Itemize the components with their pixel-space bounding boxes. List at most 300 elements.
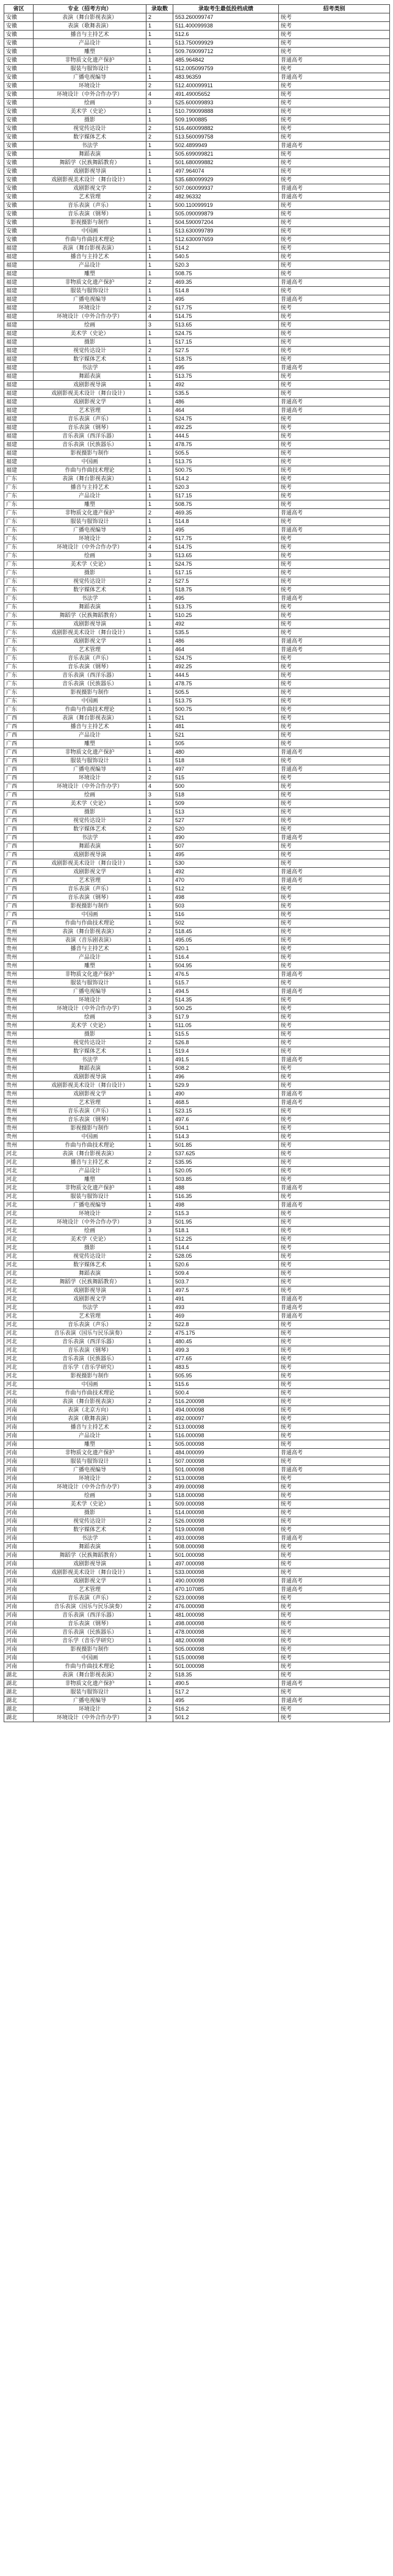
cell-exam-category: 普通高考 bbox=[279, 1577, 390, 1586]
table-row bbox=[4, 560, 390, 569]
cell-province: 广东 bbox=[4, 569, 34, 577]
table-row bbox=[4, 671, 390, 680]
cell-min-score: 503.7 bbox=[173, 1278, 279, 1286]
cell-min-score: 505.5 bbox=[173, 688, 279, 697]
cell-exam-category: 统考 bbox=[279, 552, 390, 560]
cell-exam-category: 普通高考 bbox=[279, 1697, 390, 1705]
cell-exam-category: 统考 bbox=[279, 99, 390, 107]
cell-exam-category: 统考 bbox=[279, 31, 390, 39]
cell-min-score: 505.000098 bbox=[173, 1645, 279, 1654]
cell-exam-category: 统考 bbox=[279, 1380, 390, 1389]
cell-admitted-count: 1 bbox=[146, 492, 173, 500]
cell-province: 安徽 bbox=[4, 236, 34, 244]
cell-admitted-count: 1 bbox=[146, 458, 173, 466]
table-row bbox=[4, 1355, 390, 1363]
cell-min-score: 495 bbox=[173, 851, 279, 859]
cell-province: 河北 bbox=[4, 1261, 34, 1269]
cell-min-score: 495 bbox=[173, 295, 279, 304]
cell-major: 音乐表演（声乐） bbox=[34, 654, 146, 663]
cell-min-score: 492.000097 bbox=[173, 1415, 279, 1423]
cell-admitted-count: 1 bbox=[146, 731, 173, 740]
cell-exam-category: 普通高考 bbox=[279, 142, 390, 150]
cell-exam-category: 统考 bbox=[279, 1500, 390, 1509]
table-body bbox=[4, 13, 390, 1722]
cell-admitted-count: 1 bbox=[146, 1432, 173, 1440]
table-row bbox=[4, 1526, 390, 1534]
cell-exam-category: 统考 bbox=[279, 1714, 390, 1722]
cell-exam-category: 统考 bbox=[279, 441, 390, 449]
cell-min-score: 478.000098 bbox=[173, 1628, 279, 1637]
cell-exam-category: 统考 bbox=[279, 936, 390, 945]
cell-admitted-count: 1 bbox=[146, 654, 173, 663]
table-row bbox=[4, 1380, 390, 1389]
cell-major: 绘画 bbox=[34, 1227, 146, 1235]
cell-exam-category: 统考 bbox=[279, 1551, 390, 1560]
cell-exam-category: 普通高考 bbox=[279, 1534, 390, 1543]
cell-exam-category: 统考 bbox=[279, 1568, 390, 1577]
cell-major: 音乐表演（西洋乐器） bbox=[34, 1611, 146, 1620]
cell-min-score: 515.7 bbox=[173, 979, 279, 987]
cell-exam-category: 统考 bbox=[279, 1022, 390, 1030]
cell-min-score: 514.2 bbox=[173, 475, 279, 483]
cell-major: 表演（音乐剧表演） bbox=[34, 936, 146, 945]
cell-min-score: 470 bbox=[173, 876, 279, 885]
cell-exam-category: 统考 bbox=[279, 577, 390, 586]
cell-province: 河北 bbox=[4, 1210, 34, 1218]
cell-major: 非物质文化遗产保护 bbox=[34, 509, 146, 518]
cell-major: 产品设计 bbox=[34, 731, 146, 740]
table-row bbox=[4, 1372, 390, 1380]
table-row bbox=[4, 167, 390, 176]
cell-min-score: 514.75 bbox=[173, 312, 279, 321]
cell-admitted-count: 1 bbox=[146, 1380, 173, 1389]
cell-min-score: 495 bbox=[173, 594, 279, 603]
cell-exam-category: 统考 bbox=[279, 842, 390, 851]
cell-major: 书法学 bbox=[34, 594, 146, 603]
cell-province: 福建 bbox=[4, 449, 34, 458]
cell-major: 服装与服饰设计 bbox=[34, 287, 146, 295]
cell-province: 贵州 bbox=[4, 1141, 34, 1150]
cell-min-score: 524.75 bbox=[173, 654, 279, 663]
cell-province: 广西 bbox=[4, 782, 34, 791]
cell-admitted-count: 1 bbox=[146, 1064, 173, 1073]
table-row bbox=[4, 1603, 390, 1611]
cell-exam-category: 普通高考 bbox=[279, 1679, 390, 1688]
cell-major: 表演（歌舞表演） bbox=[34, 1415, 146, 1423]
cell-province: 河南 bbox=[4, 1577, 34, 1586]
cell-admitted-count: 4 bbox=[146, 543, 173, 552]
cell-min-score: 509.1900885 bbox=[173, 116, 279, 124]
cell-min-score: 502.4899949 bbox=[173, 142, 279, 150]
cell-province: 安徽 bbox=[4, 159, 34, 167]
cell-major: 绘画 bbox=[34, 552, 146, 560]
cell-province: 河南 bbox=[4, 1620, 34, 1628]
cell-admitted-count: 3 bbox=[146, 321, 173, 330]
cell-major: 作曲与作曲技术理论 bbox=[34, 919, 146, 928]
cell-province: 广西 bbox=[4, 859, 34, 868]
cell-exam-category: 普通高考 bbox=[279, 646, 390, 654]
table-row bbox=[4, 1449, 390, 1457]
cell-min-score: 503.85 bbox=[173, 1175, 279, 1184]
cell-exam-category: 统考 bbox=[279, 1329, 390, 1338]
cell-major: 音乐表演（钢琴） bbox=[34, 1346, 146, 1355]
cell-min-score: 520.3 bbox=[173, 483, 279, 492]
cell-province: 河南 bbox=[4, 1483, 34, 1492]
cell-admitted-count: 1 bbox=[146, 697, 173, 705]
table-row bbox=[4, 851, 390, 859]
cell-exam-category: 统考 bbox=[279, 714, 390, 723]
cell-exam-category: 统考 bbox=[279, 1047, 390, 1056]
cell-min-score: 496 bbox=[173, 1073, 279, 1081]
cell-admitted-count: 1 bbox=[146, 612, 173, 620]
cell-admitted-count: 1 bbox=[146, 475, 173, 483]
cell-admitted-count: 1 bbox=[146, 1124, 173, 1133]
cell-min-score: 525.600099893 bbox=[173, 99, 279, 107]
cell-major: 中国画 bbox=[34, 1380, 146, 1389]
table-row bbox=[4, 1560, 390, 1568]
cell-admitted-count: 1 bbox=[146, 1389, 173, 1398]
cell-province: 河南 bbox=[4, 1440, 34, 1449]
cell-major: 书法学 bbox=[34, 834, 146, 842]
cell-min-score: 491.5 bbox=[173, 1056, 279, 1064]
cell-admitted-count: 1 bbox=[146, 603, 173, 612]
cell-min-score: 513.65 bbox=[173, 552, 279, 560]
table-row bbox=[4, 637, 390, 646]
table-row bbox=[4, 295, 390, 304]
cell-province: 广东 bbox=[4, 705, 34, 714]
cell-admitted-count: 1 bbox=[146, 962, 173, 970]
cell-province: 福建 bbox=[4, 312, 34, 321]
cell-exam-category: 统考 bbox=[279, 945, 390, 953]
cell-exam-category: 普通高考 bbox=[279, 594, 390, 603]
cell-admitted-count: 1 bbox=[146, 227, 173, 236]
cell-province: 安徽 bbox=[4, 73, 34, 82]
cell-exam-category: 普通高考 bbox=[279, 1099, 390, 1107]
cell-min-score: 515 bbox=[173, 774, 279, 782]
cell-min-score: 495.05 bbox=[173, 936, 279, 945]
cell-admitted-count: 1 bbox=[146, 1278, 173, 1286]
cell-major: 绘画 bbox=[34, 99, 146, 107]
cell-min-score: 501.000098 bbox=[173, 1662, 279, 1671]
cell-province: 广东 bbox=[4, 509, 34, 518]
cell-major: 中国画 bbox=[34, 1654, 146, 1662]
table-row bbox=[4, 312, 390, 321]
cell-exam-category: 普通高考 bbox=[279, 748, 390, 757]
cell-min-score: 528.05 bbox=[173, 1252, 279, 1261]
cell-admitted-count: 1 bbox=[146, 1073, 173, 1081]
cell-major: 音乐表演（民族器乐） bbox=[34, 1355, 146, 1363]
cell-admitted-count: 1 bbox=[146, 1167, 173, 1175]
cell-major: 非物质文化遗产保护 bbox=[34, 1184, 146, 1192]
table-row bbox=[4, 1637, 390, 1645]
cell-province: 河南 bbox=[4, 1492, 34, 1500]
cell-min-score: 509.4 bbox=[173, 1269, 279, 1278]
cell-province: 广西 bbox=[4, 765, 34, 774]
table-row bbox=[4, 415, 390, 424]
cell-admitted-count: 1 bbox=[146, 73, 173, 82]
cell-admitted-count: 2 bbox=[146, 82, 173, 90]
cell-province: 河南 bbox=[4, 1662, 34, 1671]
cell-province: 贵州 bbox=[4, 1124, 34, 1133]
cell-major: 产品设计 bbox=[34, 1432, 146, 1440]
table-row bbox=[4, 1500, 390, 1509]
cell-province: 河北 bbox=[4, 1278, 34, 1286]
cell-major: 环境设计（中外合作办学） bbox=[34, 1218, 146, 1227]
cell-exam-category: 统考 bbox=[279, 962, 390, 970]
cell-admitted-count: 1 bbox=[146, 1175, 173, 1184]
cell-exam-category: 统考 bbox=[279, 731, 390, 740]
cell-min-score: 520.3 bbox=[173, 261, 279, 270]
cell-province: 河北 bbox=[4, 1150, 34, 1158]
cell-admitted-count: 2 bbox=[146, 1517, 173, 1526]
cell-exam-category: 统考 bbox=[279, 1252, 390, 1261]
cell-min-score: 486 bbox=[173, 637, 279, 646]
table-row bbox=[4, 979, 390, 987]
cell-admitted-count: 2 bbox=[146, 535, 173, 543]
cell-min-score: 513.75 bbox=[173, 697, 279, 705]
cell-admitted-count: 1 bbox=[146, 1244, 173, 1252]
table-row bbox=[4, 1090, 390, 1099]
cell-major: 数字媒体艺术 bbox=[34, 355, 146, 364]
cell-min-score: 504.590097204 bbox=[173, 218, 279, 227]
cell-admitted-count: 3 bbox=[146, 552, 173, 560]
table-row bbox=[4, 466, 390, 475]
cell-admitted-count: 3 bbox=[146, 99, 173, 107]
cell-admitted-count: 1 bbox=[146, 885, 173, 893]
cell-min-score: 513.000098 bbox=[173, 1474, 279, 1483]
cell-admitted-count: 1 bbox=[146, 1577, 173, 1586]
cell-province: 广西 bbox=[4, 868, 34, 876]
cell-major: 播音与主持艺术 bbox=[34, 723, 146, 731]
cell-exam-category: 普通高考 bbox=[279, 1466, 390, 1474]
table-row bbox=[4, 740, 390, 748]
cell-major: 音乐表演（钢琴） bbox=[34, 210, 146, 218]
table-row bbox=[4, 594, 390, 603]
cell-min-score: 505.95 bbox=[173, 1372, 279, 1380]
cell-admitted-count: 1 bbox=[146, 1261, 173, 1269]
cell-major: 影视摄影与制作 bbox=[34, 449, 146, 458]
table-row bbox=[4, 953, 390, 962]
cell-province: 广东 bbox=[4, 680, 34, 688]
cell-province: 安徽 bbox=[4, 150, 34, 159]
cell-min-score: 517.15 bbox=[173, 492, 279, 500]
cell-admitted-count: 2 bbox=[146, 1398, 173, 1406]
cell-province: 河南 bbox=[4, 1645, 34, 1654]
cell-admitted-count: 1 bbox=[146, 526, 173, 535]
cell-admitted-count: 2 bbox=[146, 278, 173, 287]
cell-admitted-count: 1 bbox=[146, 979, 173, 987]
cell-admitted-count: 1 bbox=[146, 1295, 173, 1304]
cell-major: 视觉传达设计 bbox=[34, 1517, 146, 1526]
cell-exam-category: 统考 bbox=[279, 466, 390, 475]
cell-admitted-count: 1 bbox=[146, 629, 173, 637]
cell-exam-category: 统考 bbox=[279, 1261, 390, 1269]
cell-province: 广西 bbox=[4, 842, 34, 851]
cell-min-score: 514.35 bbox=[173, 996, 279, 1005]
cell-exam-category: 统考 bbox=[279, 500, 390, 509]
cell-province: 广西 bbox=[4, 808, 34, 817]
cell-province: 福建 bbox=[4, 381, 34, 389]
cell-province: 福建 bbox=[4, 244, 34, 253]
cell-min-score: 497.5 bbox=[173, 1286, 279, 1295]
cell-admitted-count: 1 bbox=[146, 723, 173, 731]
cell-min-score: 529.9 bbox=[173, 1081, 279, 1090]
cell-admitted-count: 2 bbox=[146, 1603, 173, 1611]
cell-exam-category: 普通高考 bbox=[279, 1312, 390, 1321]
cell-admitted-count: 1 bbox=[146, 671, 173, 680]
cell-exam-category: 统考 bbox=[279, 176, 390, 184]
cell-min-score: 535.5 bbox=[173, 389, 279, 398]
cell-min-score: 517.15 bbox=[173, 569, 279, 577]
cell-province: 安徽 bbox=[4, 142, 34, 150]
table-row bbox=[4, 236, 390, 244]
cell-major: 环境设计 bbox=[34, 1705, 146, 1714]
cell-min-score: 492 bbox=[173, 868, 279, 876]
cell-province: 安徽 bbox=[4, 210, 34, 218]
cell-major: 播音与主持艺术 bbox=[34, 1158, 146, 1167]
cell-exam-category: 统考 bbox=[279, 1269, 390, 1278]
cell-admitted-count: 1 bbox=[146, 842, 173, 851]
cell-exam-category: 统考 bbox=[279, 1560, 390, 1568]
cell-exam-category: 统考 bbox=[279, 1662, 390, 1671]
cell-admitted-count: 1 bbox=[146, 893, 173, 902]
table-row bbox=[4, 107, 390, 116]
cell-admitted-count: 2 bbox=[146, 1526, 173, 1534]
cell-min-score: 527.5 bbox=[173, 347, 279, 355]
cell-admitted-count: 1 bbox=[146, 1338, 173, 1346]
table-row bbox=[4, 99, 390, 107]
cell-province: 贵州 bbox=[4, 1022, 34, 1030]
cell-province: 贵州 bbox=[4, 996, 34, 1005]
cell-min-score: 509.769099712 bbox=[173, 48, 279, 56]
cell-province: 河南 bbox=[4, 1586, 34, 1594]
cell-admitted-count: 2 bbox=[146, 1329, 173, 1338]
cell-major: 产品设计 bbox=[34, 261, 146, 270]
table-row bbox=[4, 321, 390, 330]
table-row bbox=[4, 723, 390, 731]
cell-admitted-count: 1 bbox=[146, 1346, 173, 1355]
cell-major: 环境设计（中外合作办学） bbox=[34, 543, 146, 552]
cell-exam-category: 统考 bbox=[279, 13, 390, 22]
header-admitted-count: 录取数 bbox=[146, 5, 173, 13]
cell-admitted-count: 1 bbox=[146, 518, 173, 526]
table-row bbox=[4, 304, 390, 312]
cell-admitted-count: 1 bbox=[146, 1304, 173, 1312]
cell-exam-category: 统考 bbox=[279, 569, 390, 577]
cell-province: 安徽 bbox=[4, 201, 34, 210]
cell-major: 作曲与作曲技术理论 bbox=[34, 1662, 146, 1671]
cell-province: 福建 bbox=[4, 278, 34, 287]
table-row bbox=[4, 1141, 390, 1150]
cell-exam-category: 统考 bbox=[279, 150, 390, 159]
table-row bbox=[4, 1218, 390, 1227]
cell-min-score: 520.05 bbox=[173, 1167, 279, 1175]
table-row bbox=[4, 1047, 390, 1056]
cell-admitted-count: 2 bbox=[146, 1252, 173, 1261]
table-row bbox=[4, 791, 390, 799]
cell-province: 河北 bbox=[4, 1167, 34, 1175]
cell-admitted-count: 1 bbox=[146, 1551, 173, 1560]
cell-major: 戏剧影视文学 bbox=[34, 184, 146, 193]
cell-major: 美术学（史论） bbox=[34, 107, 146, 116]
cell-admitted-count: 2 bbox=[146, 347, 173, 355]
table-row bbox=[4, 458, 390, 466]
cell-province: 广东 bbox=[4, 475, 34, 483]
cell-admitted-count: 1 bbox=[146, 859, 173, 868]
table-row bbox=[4, 526, 390, 535]
cell-admitted-count: 2 bbox=[146, 817, 173, 825]
cell-province: 贵州 bbox=[4, 970, 34, 979]
cell-province: 河南 bbox=[4, 1628, 34, 1637]
cell-major: 雕塑 bbox=[34, 1440, 146, 1449]
cell-major: 戏剧影视导演 bbox=[34, 1073, 146, 1081]
cell-min-score: 501.85 bbox=[173, 1141, 279, 1150]
cell-exam-category: 统考 bbox=[279, 1526, 390, 1534]
cell-major: 摄影 bbox=[34, 116, 146, 124]
cell-admitted-count: 1 bbox=[146, 705, 173, 714]
cell-major: 戏剧影视美术设计（舞台设计） bbox=[34, 859, 146, 868]
cell-exam-category: 统考 bbox=[279, 1116, 390, 1124]
cell-exam-category: 统考 bbox=[279, 372, 390, 381]
table-row bbox=[4, 1201, 390, 1210]
cell-admitted-count: 4 bbox=[146, 312, 173, 321]
cell-min-score: 513.75 bbox=[173, 372, 279, 381]
cell-exam-category: 统考 bbox=[279, 1543, 390, 1551]
table-row bbox=[4, 1133, 390, 1141]
cell-major: 舞蹈表演 bbox=[34, 150, 146, 159]
cell-major: 音乐表演（民族器乐） bbox=[34, 680, 146, 688]
cell-major: 非物质文化遗产保护 bbox=[34, 1449, 146, 1457]
cell-province: 广东 bbox=[4, 518, 34, 526]
cell-major: 戏剧影视文学 bbox=[34, 1577, 146, 1586]
cell-min-score: 516 bbox=[173, 911, 279, 919]
cell-province: 广西 bbox=[4, 799, 34, 808]
cell-exam-category: 统考 bbox=[279, 167, 390, 176]
header-major: 专业（招考方向） bbox=[34, 5, 146, 13]
cell-province: 河北 bbox=[4, 1269, 34, 1278]
cell-major: 摄影 bbox=[34, 569, 146, 577]
cell-admitted-count: 1 bbox=[146, 1116, 173, 1124]
cell-admitted-count: 1 bbox=[146, 1440, 173, 1449]
cell-exam-category: 统考 bbox=[279, 774, 390, 782]
cell-admitted-count: 2 bbox=[146, 124, 173, 133]
cell-major: 摄影 bbox=[34, 1509, 146, 1517]
table-row bbox=[4, 868, 390, 876]
table-row bbox=[4, 90, 390, 99]
cell-province: 福建 bbox=[4, 466, 34, 475]
table-row bbox=[4, 56, 390, 65]
table-row bbox=[4, 1492, 390, 1500]
cell-exam-category: 统考 bbox=[279, 911, 390, 919]
table-row bbox=[4, 1244, 390, 1252]
cell-exam-category: 统考 bbox=[279, 885, 390, 893]
header-min-score: 录取考生最低投档成绩 bbox=[173, 5, 279, 13]
cell-min-score: 512.630097659 bbox=[173, 236, 279, 244]
table-row bbox=[4, 1278, 390, 1286]
cell-min-score: 524.75 bbox=[173, 415, 279, 424]
cell-admitted-count: 1 bbox=[146, 1534, 173, 1543]
table-row bbox=[4, 1705, 390, 1714]
cell-exam-category: 统考 bbox=[279, 1081, 390, 1090]
table-row bbox=[4, 962, 390, 970]
cell-major: 音乐表演（西洋乐器） bbox=[34, 671, 146, 680]
cell-min-score: 485.964842 bbox=[173, 56, 279, 65]
cell-province: 广西 bbox=[4, 817, 34, 825]
cell-min-score: 470.107085 bbox=[173, 1586, 279, 1594]
cell-major: 服装与服饰设计 bbox=[34, 1688, 146, 1697]
table-row bbox=[4, 483, 390, 492]
cell-exam-category: 统考 bbox=[279, 1406, 390, 1415]
